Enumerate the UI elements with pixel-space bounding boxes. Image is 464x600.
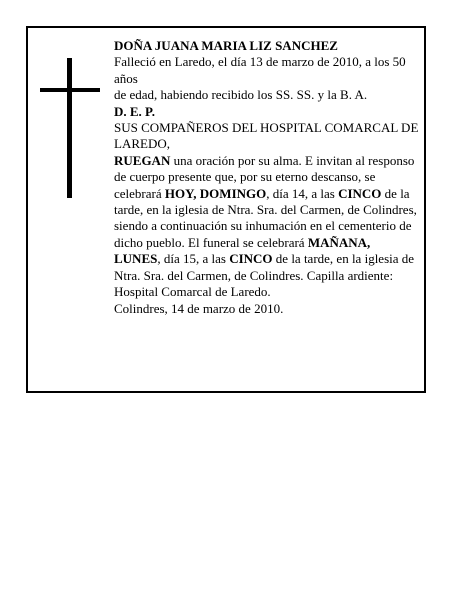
ruegan-text: RUEGAN	[114, 152, 171, 168]
obituary-notice	[26, 26, 426, 393]
notice-text	[114, 38, 420, 317]
ceremony-paragraph	[114, 153, 420, 301]
cross-vertical-bar	[67, 58, 72, 198]
mourners-line: SUS COMPAÑEROS DEL HOSPITAL COMARCAL DE LAREDO,	[114, 120, 419, 152]
responso-location-text: de la tarde, en la iglesia de Ntra. Sra. del Carmen, de Colindres, siendo a continuación su inhumación en el cementerio de dicho pueblo. El funeral se celebrará	[114, 185, 417, 250]
cross-horizontal-bar	[40, 88, 100, 92]
cross-icon	[40, 58, 100, 198]
cinco-text-2: CINCO	[229, 251, 273, 267]
death-info-line-1: Falleció en Laredo, el día 13 de marzo de 2010, a los 50 años	[114, 54, 406, 86]
place-date: Colindres, 14 de marzo de 2010.	[114, 300, 284, 316]
manana-lunes-text: MAÑANA, LUNES	[114, 234, 371, 267]
day-14-text: , día 14, a las	[266, 185, 339, 201]
deceased-name: DOÑA JUANA MARIA LIZ SANCHEZ	[114, 38, 338, 53]
cinco-text-1: CINCO	[338, 185, 382, 201]
day-15-text: , día 15, a las	[157, 251, 230, 267]
rip-text: D. E. P.	[114, 103, 156, 119]
hoy-domingo-text: HOY, DOMINGO	[164, 185, 267, 201]
funeral-location-text: de la tarde, en la iglesia de Ntra. Sra. del Carmen, de Colindres. Capilla ardiente: Hospital Comarcal de Laredo.	[114, 251, 415, 300]
prayer-text: una oración por su alma. E invitan al responso de cuerpo presente que, por su eterno descanso, se celebrará	[114, 152, 415, 201]
death-info-line-2: de edad, habiendo recibido los SS. SS. y la B. A.	[114, 87, 368, 103]
